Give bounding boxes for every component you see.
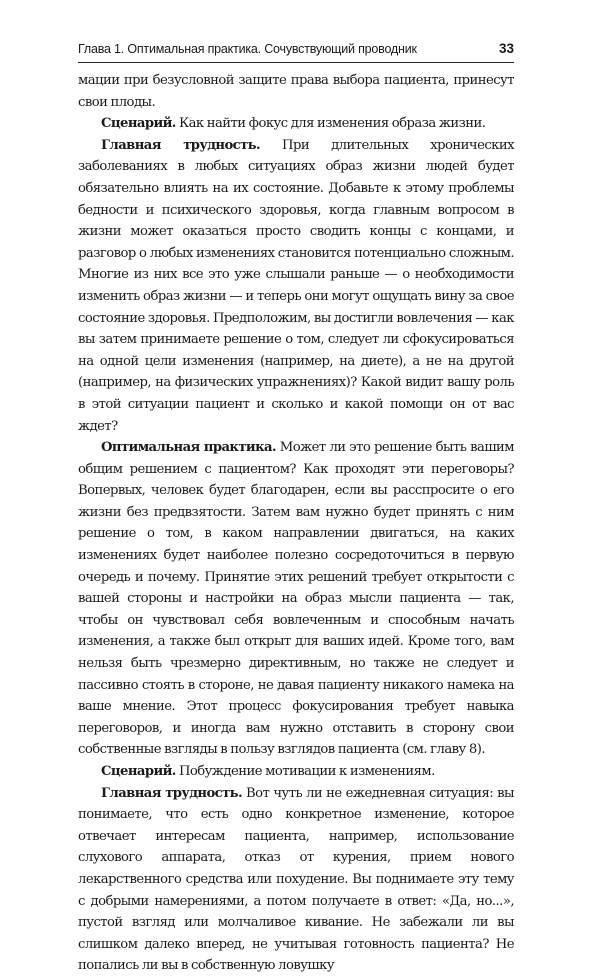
paragraph-best-practice xyxy=(78,437,514,761)
paragraph-difficulty-1 xyxy=(78,135,514,437)
paragraph-lead: Оптимальная практика. xyxy=(101,440,276,456)
paragraph-text: Как найти фокус для изменения образа жизни. xyxy=(175,116,486,132)
paragraph-text: Может ли это решение быть вашим общим решением с пациентом? Как проходят эти переговоры? Вопервых, человек будет благодарен, если вы расспросите о его жизни без предвзятости. Затем вам нужно будет принять с ним решение о том, в каком направлении двигаться, на каких изменениях будет наиболее полезно сосредоточиться в первую очередь и почему. Принятие этих решений требует открытости с вашей стороны и настройки на образ мысли пациента — так, чтобы он чувствовал себя вовлеченным и способным начать изменения, а также был открыт для ваших идей. Кроме того, вам нельзя быть чрезмерно директивным, но также не следует и пассивно стоять в стороне, не давая пациенту никакого намека на ваше мнение. Этот процесс фокусирования требует навыка переговоров, и иногда вам нужно отставить в сторону свои собственные взгляды в пользу взглядов пациента (см. главу 8). xyxy=(78,440,514,758)
paragraph-difficulty-2 xyxy=(78,783,514,977)
paragraph-scenario-2 xyxy=(78,761,514,783)
chapter-title: Глава 1. Оптимальная практика. Сочувствующий проводник xyxy=(78,42,417,56)
running-header xyxy=(78,40,514,63)
paragraph-scenario-1 xyxy=(78,113,514,135)
paragraph-lead: Главная трудность. xyxy=(101,785,243,801)
paragraph-lead: Сценарий. xyxy=(101,116,176,132)
paragraph-text: Побуждение мотивации к изменениям. xyxy=(175,764,435,779)
paragraph-continuation xyxy=(78,70,514,113)
paragraph-lead: Главная трудность. xyxy=(101,137,261,153)
page-body xyxy=(78,70,514,977)
paragraph-text: При длительных хронических заболеваниях в любых ситуациях образ жизни людей будет обязательно влиять на их состояние. Добавьте к этому проблемы бедности и психического здоровья, когда главным вопросом в жизни может оказаться просто сводить концы с концами, и разговор о любых изменениях становится потенциально сложным. Многие из них все это уже слышали раньше — о необходимости изменить образ жизни — и теперь они могут ощущать вину за свое состояние здоровья. Предположим, вы достигли вовлечения — как вы затем принимаете решение о том, следует ли сфокусироваться на одной цели изменения (например, на диете), а не на другой (например, на физических упражнениях)? Какой видит вашу роль в этой ситуации пациент и сколько и какой помощи он от вас ждет? xyxy=(78,137,514,434)
paragraph-lead: Сценарий. xyxy=(101,764,176,779)
page-number: 33 xyxy=(498,41,514,56)
paragraph-text: Вот чуть ли не ежедневная ситуация: вы понимаете, что есть одно конкретное изменение, которое отвечает интересам пациента, например, использование слухового аппарата, отказ от курения, прием нового лекарственного средства или похудение. Вы поднимаете эту тему с добрыми намерениями, а потом получаете в ответ: «Да, но...», пустой взгляд или молчаливое кивание. Не забежали ли вы слишком далеко вперед, не учитывая готовность пациента? Не попались ли вы в собственную ловушку xyxy=(78,785,514,974)
paragraph-text: мации при безусловной защите права выбора пациента, принесут свои плоды. xyxy=(78,73,514,110)
